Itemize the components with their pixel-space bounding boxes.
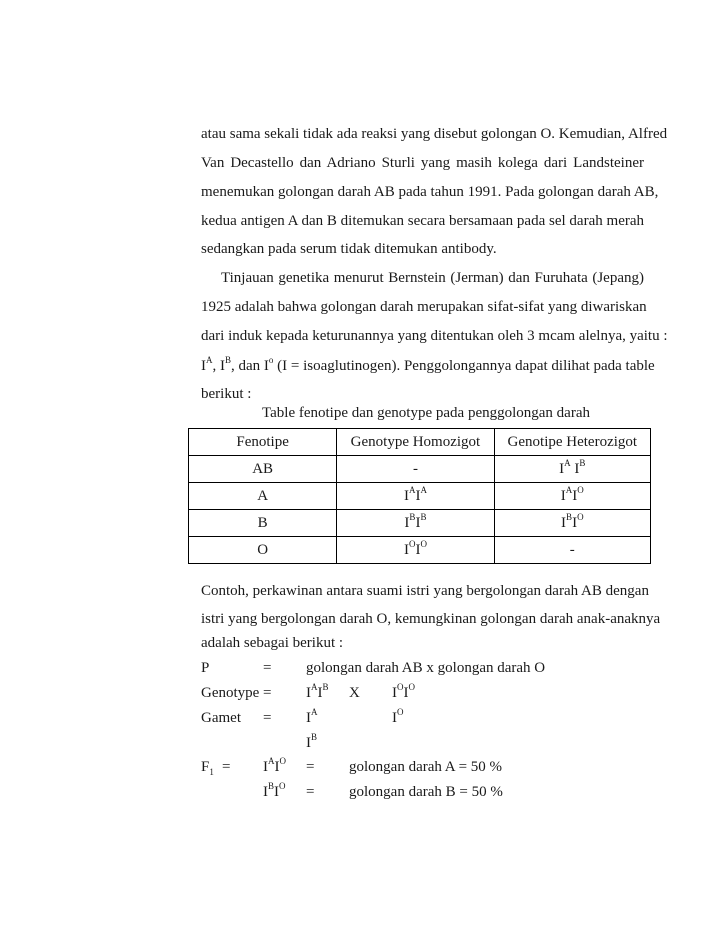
row-o-hetero: - bbox=[494, 537, 650, 564]
table-row bbox=[189, 456, 651, 483]
f1-label: $F_1$ bbox=[201, 759, 214, 777]
row-o-homo: $I^OI^O$ bbox=[337, 537, 494, 564]
alleles-line: $I^A$, $I^B$, dan $I^o$ (I = isoaglutinogen). Penggolongannya dapat dilihat pada table bbox=[201, 355, 655, 374]
f1-ao: $I^AI^O$ bbox=[263, 756, 286, 775]
paragraph1-line2: Van Decastello dan Adriano Sturli yang masih kolega dari Landsteiner bbox=[201, 155, 644, 171]
row-a-fenotipe: A bbox=[189, 483, 337, 510]
paragraph2-end: berikut : bbox=[201, 386, 252, 402]
table-row bbox=[189, 510, 651, 537]
header-fenotipe: Fenotipe bbox=[189, 429, 337, 456]
gamet-label: Gamet bbox=[201, 710, 241, 726]
header-homozigot: Genotype Homozigot bbox=[337, 429, 494, 456]
f1-eq3: = bbox=[306, 784, 315, 800]
gamet-a: $I^A$ bbox=[306, 707, 318, 726]
table-caption: Table fenotipe dan genotype pada penggolongan darah bbox=[262, 405, 590, 421]
table-header-row bbox=[189, 429, 651, 456]
table-row bbox=[189, 537, 651, 564]
paragraph3-line3: adalah sebagai berikut : bbox=[201, 635, 344, 651]
header-heterozigot: Genotipe Heterozigot bbox=[494, 429, 650, 456]
table-row bbox=[189, 483, 651, 510]
paragraph1-line1: atau sama sekali tidak ada reaksi yang disebut golongan O. Kemudian, Alfred bbox=[201, 126, 668, 142]
row-a-hetero: $I^AI^O$ bbox=[494, 483, 650, 510]
paragraph3-line2: istri yang bergolongan darah O, kemungkinan golongan darah anak-anaknya bbox=[201, 611, 661, 627]
paragraph2-line1: Tinjauan genetika menurut Bernstein (Jerman) dan Furuhata (Jepang) bbox=[221, 270, 644, 286]
row-ab-fenotipe: AB bbox=[189, 456, 337, 483]
genotype-ab: $I^AI^B$ bbox=[306, 682, 329, 701]
paragraph2-line3: dari induk kepada keturunannya yang ditentukan oleh 3 mcam alelnya, yaitu : bbox=[201, 328, 668, 344]
paragraph2-line2: 1925 adalah bahwa golongan darah merupakan sifat-sifat yang diwariskan bbox=[201, 299, 647, 315]
row-b-fenotipe: B bbox=[189, 510, 337, 537]
f1-eq2: = bbox=[306, 759, 315, 775]
p-value: golongan darah AB x golongan darah O bbox=[306, 660, 546, 676]
p-eq: = bbox=[263, 660, 272, 676]
row-a-homo: $I^AI^A$ bbox=[337, 483, 494, 510]
row-b-hetero: $I^BI^O$ bbox=[494, 510, 650, 537]
f1-result2: golongan darah B = 50 % bbox=[349, 784, 503, 800]
paragraph1-line3: menemukan golongan darah AB pada tahun 1991. Pada golongan darah AB, bbox=[201, 184, 659, 200]
row-ab-homo: - bbox=[337, 456, 494, 483]
f1-eq: = bbox=[222, 759, 231, 775]
row-o-fenotipe: O bbox=[189, 537, 337, 564]
genotype-label: Genotype bbox=[201, 685, 260, 701]
gamet-o: $I^O$ bbox=[392, 707, 404, 726]
f1-bo: $I^BI^O$ bbox=[263, 781, 286, 800]
gamet-b: $I^B$ bbox=[306, 732, 318, 751]
row-b-homo: $I^BI^B$ bbox=[337, 510, 494, 537]
gamet-eq: = bbox=[263, 710, 272, 726]
paragraph1-line4: kedua antigen A dan B ditemukan secara bersamaan pada sel darah merah bbox=[201, 213, 644, 229]
paragraph3-line1: Contoh, perkawinan antara suami istri yang bergolongan darah AB dengan bbox=[201, 583, 649, 599]
paragraph1-line5: sedangkan pada serum tidak ditemukan antibody. bbox=[201, 241, 497, 257]
genotype-oo: $I^OI^O$ bbox=[392, 682, 415, 701]
p-label: P bbox=[201, 660, 210, 676]
genotype-eq: = bbox=[263, 685, 272, 701]
row-ab-hetero: $I^A$ $I^B$ bbox=[494, 456, 650, 483]
genotype-table bbox=[188, 428, 651, 564]
f1-result1: golongan darah A = 50 % bbox=[349, 759, 503, 775]
genotype-x: X bbox=[349, 685, 360, 701]
